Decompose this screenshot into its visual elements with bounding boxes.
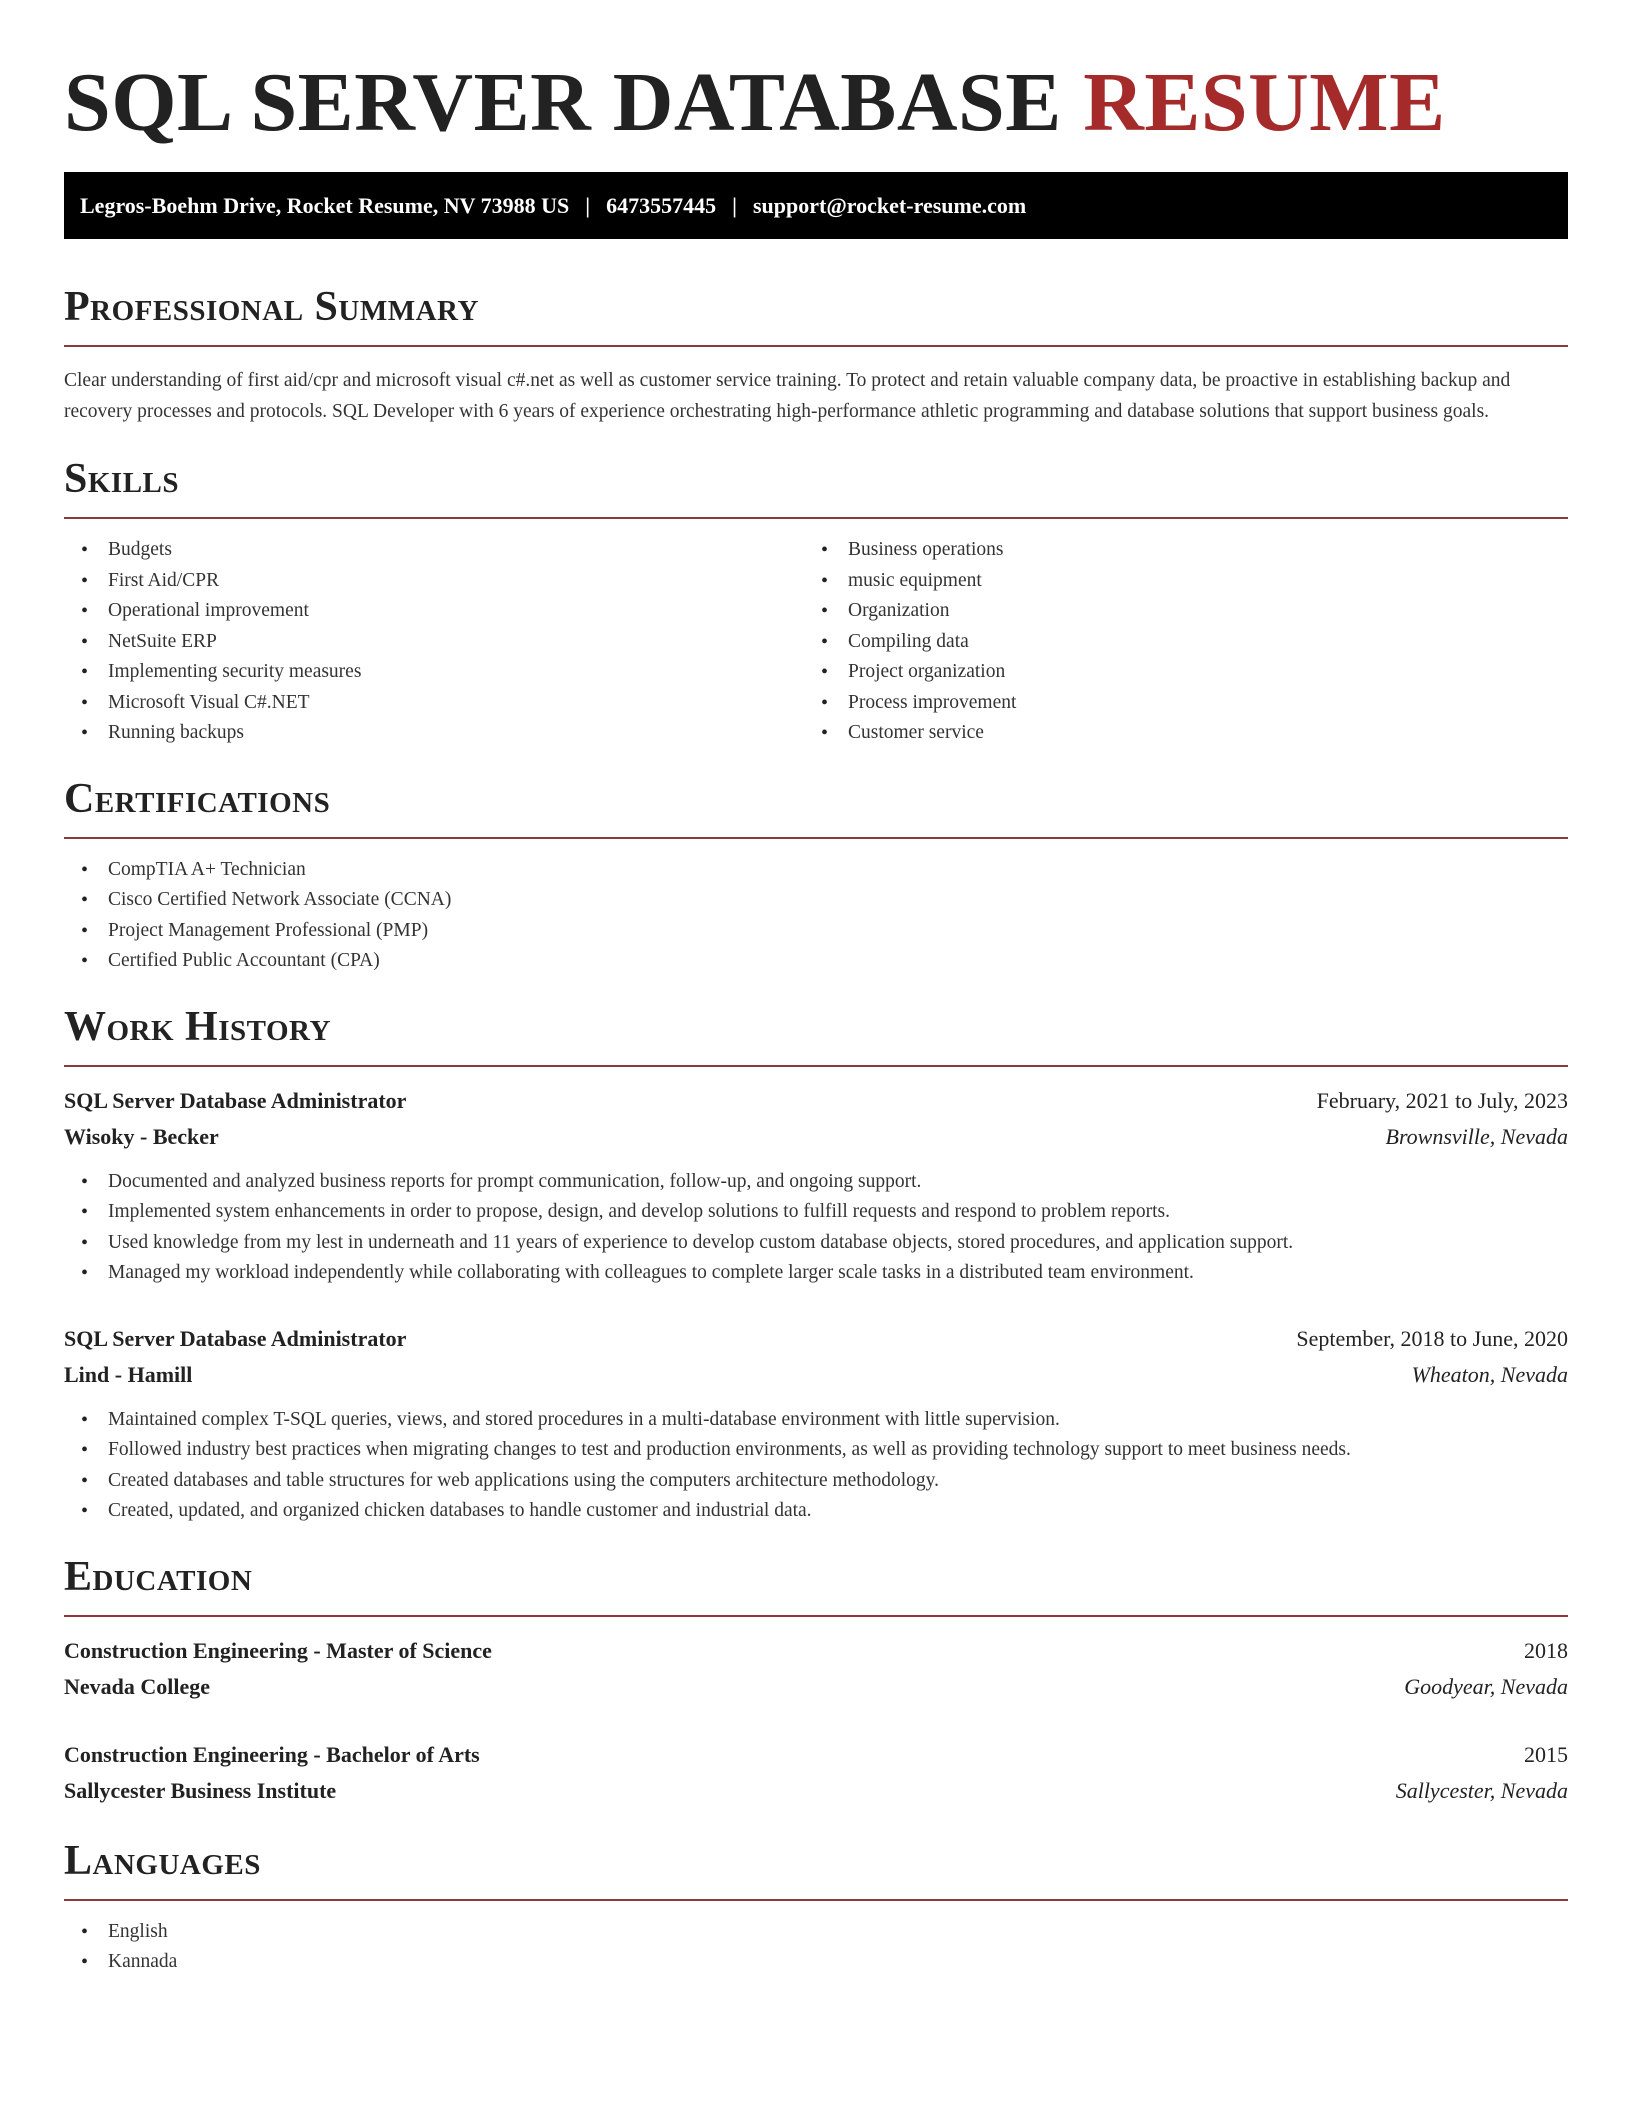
language-item: • English [64, 1917, 1568, 1948]
job-header [64, 1321, 1568, 1357]
education-year: 2015 [1524, 1741, 1568, 1767]
certification-item: • Cisco Certified Network Associate (CCNA) [64, 885, 1568, 916]
job-company: Lind - Hamill [64, 1361, 193, 1387]
job-title: SQL Server Database Administrator [64, 1325, 407, 1351]
skill-item: • Microsoft Visual C#.NET [64, 688, 804, 719]
education-subheader [64, 1773, 1568, 1809]
certifications-list [64, 855, 1568, 977]
resume-title [64, 0, 1568, 148]
languages-heading: Languages [64, 1837, 261, 1884]
education-entry [64, 1633, 1568, 1705]
certification-item: • CompTIA A+ Technician [64, 855, 1568, 886]
job-bullet: • Managed my workload independently while collaborating with colleagues to complete larger scale tasks in a distributed team environment. [64, 1258, 1568, 1289]
job-subheader [64, 1119, 1568, 1155]
job-title: SQL Server Database Administrator [64, 1087, 407, 1113]
languages-list [64, 1917, 1568, 1978]
job-bullets [64, 1167, 1568, 1289]
work-heading: Work History [64, 1003, 331, 1050]
job-location: Brownsville, Nevada [1385, 1123, 1568, 1149]
skills-columns [64, 535, 1568, 749]
skill-item: • Operational improvement [64, 596, 804, 627]
job-dates: September, 2018 to June, 2020 [1296, 1325, 1568, 1351]
skill-item: • Compiling data [804, 627, 1544, 658]
contact-phone: 6473557445 [606, 192, 717, 218]
skills-section [64, 455, 1568, 749]
skill-item: • music equipment [804, 566, 1544, 597]
job-company: Wisoky - Becker [64, 1123, 219, 1149]
certifications-heading: Certifications [64, 775, 331, 822]
section-divider [64, 1899, 1568, 1901]
education-degree: Construction Engineering - Bachelor of Arts [64, 1741, 480, 1767]
job-header [64, 1083, 1568, 1119]
job-dates: February, 2021 to July, 2023 [1316, 1087, 1568, 1113]
section-divider [64, 1615, 1568, 1617]
work-section [64, 1003, 1568, 1527]
skill-item: • Project organization [804, 657, 1544, 688]
job-subheader [64, 1357, 1568, 1393]
contact-email: support@rocket-resume.com [752, 192, 1027, 218]
section-divider [64, 345, 1568, 347]
contact-separator: | [585, 192, 591, 218]
job-bullet: • Documented and analyzed business reports for prompt communication, follow-up, and ongoing support. [64, 1167, 1568, 1198]
job-bullet: • Used knowledge from my lest in underneath and 11 years of experience to develop custom database objects, stored procedures, and application support. [64, 1228, 1568, 1259]
education-location: Sallycester, Nevada [1395, 1777, 1568, 1803]
education-year: 2018 [1524, 1637, 1568, 1663]
education-header [64, 1737, 1568, 1773]
job-entry [64, 1083, 1568, 1289]
certification-item: • Certified Public Accountant (CPA) [64, 946, 1568, 977]
certifications-section [64, 775, 1568, 977]
job-bullet: • Created databases and table structures for web applications using the computers architecture methodology. [64, 1466, 1568, 1497]
skill-item: • Customer service [804, 718, 1544, 749]
section-divider [64, 837, 1568, 839]
job-bullet: • Implemented system enhancements in order to propose, design, and develop solutions to fulfill requests and respond to problem reports. [64, 1197, 1568, 1228]
skill-item: • Organization [804, 596, 1544, 627]
skill-item: • First Aid/CPR [64, 566, 804, 597]
skill-item: • Business operations [804, 535, 1544, 566]
education-header [64, 1633, 1568, 1669]
section-divider [64, 517, 1568, 519]
job-location: Wheaton, Nevada [1411, 1361, 1568, 1387]
education-subheader [64, 1669, 1568, 1705]
education-entry [64, 1737, 1568, 1809]
education-section [64, 1553, 1568, 1809]
skill-item: • NetSuite ERP [64, 627, 804, 658]
summary-text: Clear understanding of first aid/cpr and microsoft visual c#.net as well as customer service training. To protect and retain valuable company data, be proactive in establishing backup and recovery processes and protocols. SQL Developer with 6 years of experience orchestrating high-performance athletic programming and database solutions that support business goals. [64, 370, 1511, 422]
summary-section [64, 283, 1568, 427]
language-item: • Kannada [64, 1947, 1568, 1978]
job-bullet: • Created, updated, and organized chicken databases to handle customer and industrial data. [64, 1496, 1568, 1527]
title-main: SQL SERVER DATABASE [64, 56, 1062, 149]
education-school: Nevada College [64, 1673, 211, 1699]
languages-section [64, 1837, 1568, 1978]
education-location: Goodyear, Nevada [1404, 1673, 1568, 1699]
skills-heading: Skills [64, 456, 180, 502]
certification-item: • Project Management Professional (PMP) [64, 916, 1568, 947]
education-heading: Education [64, 1553, 253, 1600]
education-school: Sallycester Business Institute [64, 1777, 337, 1803]
job-entry [64, 1321, 1568, 1527]
section-divider [64, 1065, 1568, 1067]
job-bullets [64, 1405, 1568, 1527]
contact-bar [64, 172, 1568, 239]
skill-item: • Process improvement [804, 688, 1544, 719]
skills-list-left [64, 535, 804, 749]
skills-list-right [804, 535, 1544, 749]
skill-item: • Budgets [64, 535, 804, 566]
skill-item: • Implementing security measures [64, 657, 804, 688]
job-bullet: • Followed industry best practices when migrating changes to test and production environments, as well as providing technology support to meet business needs. [64, 1435, 1568, 1466]
summary-heading: Professional Summary [64, 284, 479, 330]
job-bullet: • Maintained complex T-SQL queries, views, and stored procedures in a multi-database environment with little supervision. [64, 1405, 1568, 1436]
title-accent: RESUME [1083, 56, 1446, 149]
contact-separator: | [732, 192, 737, 218]
contact-address: Legros-Boehm Drive, Rocket Resume, NV 73988 US [80, 192, 570, 218]
skill-item: • Running backups [64, 718, 804, 749]
education-degree: Construction Engineering - Master of Science [64, 1637, 492, 1663]
